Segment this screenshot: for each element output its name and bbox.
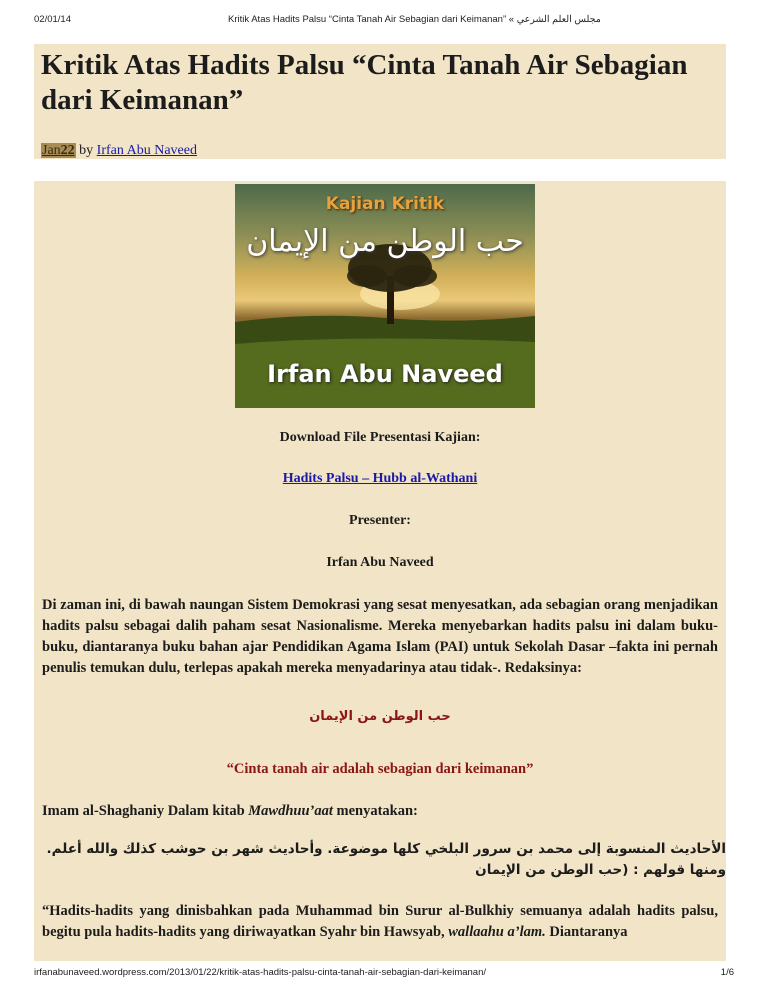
quote-end: Diantaranya (545, 924, 628, 940)
imam-book: Mawdhuu’aat (248, 803, 333, 819)
print-footer (34, 967, 734, 981)
hero-image (235, 184, 535, 408)
byline (41, 143, 197, 159)
translation-quote: “Cinta tanah air adalah sebagian dari keimanan” (226, 761, 534, 777)
post-date-day: 22 (60, 143, 75, 158)
author-link[interactable]: Irfan Abu Naveed (96, 143, 197, 158)
hero-author-text: Irfan Abu Naveed (267, 360, 503, 388)
presenter-name: Irfan Abu Naveed (326, 555, 434, 570)
article-header (34, 44, 726, 159)
article-content (34, 181, 726, 961)
quote-paragraph (42, 901, 718, 943)
post-date-link[interactable] (41, 143, 76, 158)
print-page-title: Kritik Atas Hadits Palsu “Cinta Tanah Air Sebagian dari Keimanan” « مجلس العلم الشرعي (228, 14, 601, 25)
quote-main: “Hadits-hadits yang dinisbahkan pada Muhammad bin Surur al-Bulkhiy semuanya adalah hadits palsu, begitu pula hadits-hadits yang diriwayatkan Syahr bin Hawsyab, (42, 903, 718, 940)
print-header (34, 14, 734, 28)
download-label: Download File Presentasi Kajian: (279, 430, 481, 445)
print-date: 02/01/14 (34, 14, 71, 25)
article-title: Kritik Atas Hadits Palsu “Cinta Tanah Air Sebagian dari Keimanan” (41, 49, 688, 116)
download-link[interactable]: Hadits Palsu – Hubb al-Wathani (282, 471, 478, 486)
quote-italic: wallaahu a’lam. (448, 924, 546, 940)
imam-suffix: menyatakan: (332, 803, 418, 819)
hero-kajian-text: Kajian Kritik (325, 194, 445, 214)
presenter-label: Presenter: (349, 513, 411, 528)
print-url: irfanabunaveed.wordpress.com/2013/01/22/kritik-atas-hadits-palsu-cinta-tanah-air-sebagian-dari-keimanan/ (34, 967, 487, 978)
arabic-phrase: حب الوطن من الإيمان (309, 709, 451, 724)
imam-statement (42, 801, 718, 822)
download-link-line (34, 471, 726, 487)
imam-prefix: Imam al-Shaghaniy Dalam kitab (42, 803, 249, 819)
intro-paragraph: Di zaman ini, di bawah naungan Sistem Demokrasi yang sesat menyesatkan, ada sebagian orang menjadikan hadits palsu sebagai dalih paham sesat Nasionalisme. Mereka menyebarkan hadits palsu ini dalam buku-buku, diantaranya buku bahan ajar Pendidikan Agama Islam (PAI) untuk Sekolah Dasar –fakta ini pernah penulis temukan dulu, terlepas apakah mereka menyadarinya atau tidak-. Redaksinya: (42, 597, 718, 676)
by-label: by (79, 143, 94, 158)
print-page-number: 1/6 (720, 967, 734, 978)
arabic-quote: الأحاديث المنسوبة إلى محمد بن سرور البلخي كلها موضوعة. وأحاديث شهر بن حوشب كذلك والله أعلم. ومنها قولهم : (حب الوطن من الإيمان (46, 841, 726, 878)
post-date-month: Jan (42, 143, 61, 158)
hero-arabic-text: حب الوطن من الإيمان (246, 224, 524, 259)
